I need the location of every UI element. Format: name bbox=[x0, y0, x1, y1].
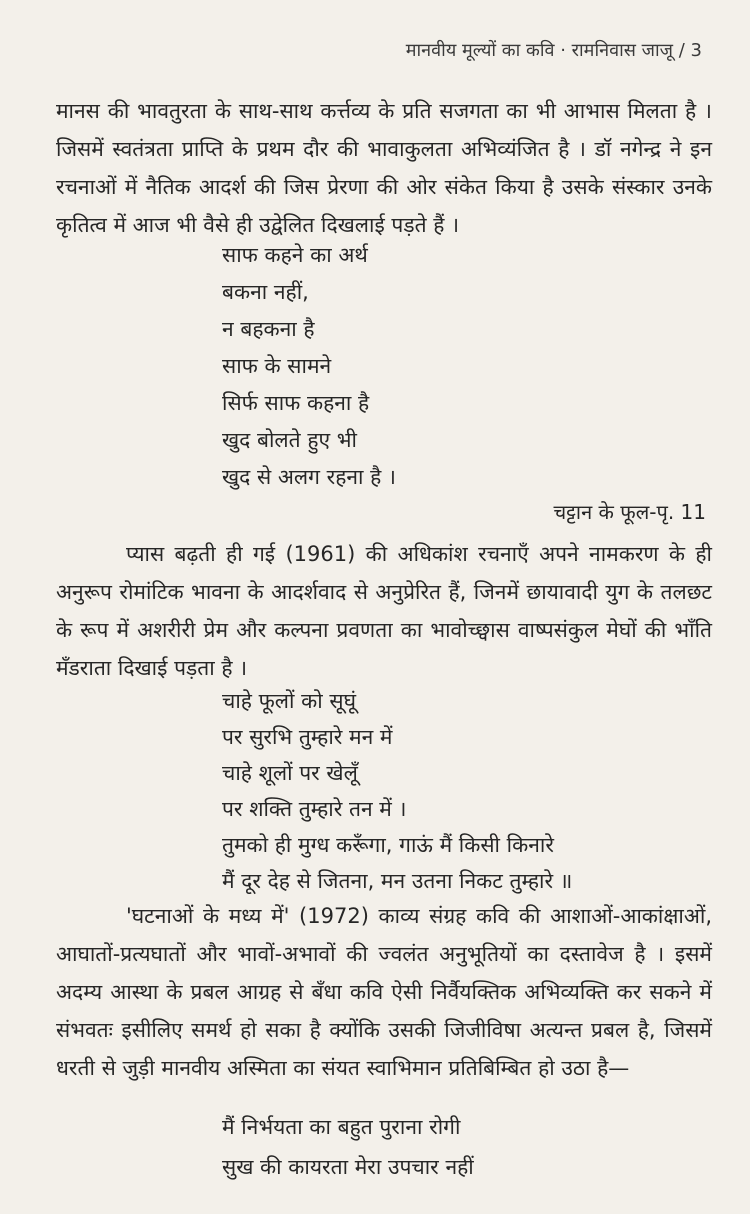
verse-line: चाहे शूलों पर खेलूँ bbox=[222, 761, 358, 785]
verse-line: साफ कहने का अर्थ bbox=[222, 243, 368, 267]
source-citation: चट्टान के फूल-पृ. 11 bbox=[553, 500, 706, 524]
verse-line: मैं निर्भयता का बहुत पुराना रोगी bbox=[222, 1115, 461, 1139]
verse-line: पर शक्ति तुम्हारे तन में । bbox=[222, 797, 407, 821]
paragraph: मानस की भावतुरता के साथ-साथ कर्त्तव्य के प्रति सजगता का भी आभास मिलता है । जिसमें स्वतंत्रता प्राप्ति के प्रथम दौर की भावाकुलता अभिव्यंजित है । डॉ नगेन्द्र ने इन रचनाओं में नैतिक आदर्श की जिस प्रेरणा की ओर संकेत किया है उसके संस्कार उनके कृतित्व में आज भी वैसे ही उद्वेलित दिखलाई पड़ते हैं । bbox=[56, 99, 712, 237]
verse-line: तुमको ही मुग्ध करूँगा, गाऊं मैं किसी किनारे bbox=[222, 833, 554, 857]
poem-excerpt bbox=[222, 237, 396, 496]
verse-line: सिर्फ साफ कहना है bbox=[222, 391, 370, 415]
running-head: मानवीय मूल्यों का कवि · रामनिवास जाजू / 3 bbox=[405, 40, 702, 61]
verse-line: चाहे फूलों को सूघूं bbox=[222, 689, 356, 713]
verse-line: खुद से अलग रहना है । bbox=[222, 465, 396, 489]
paragraph: 'घटनाओं के मध्य में' (1972) काव्य संग्रह कवि की आशाओं-आकांक्षाओं, आघातों-प्रत्यघातों और भावों-अभावों की ज्वलंत अनुभूतियों का दस्तावेज है । इसमें अदम्य आस्था के प्रबल आग्रह से बँधा कवि ऐसी निर्वैयक्तिक अभिव्यक्ति कर सकने में संभवतः इसीलिए समर्थ हो सका है क्योंकि उसकी जिजीविषा अत्यन्त प्रबल है, जिसमें धरती से जुड़ी मानवीय अस्मिता का संयत स्वाभिमान प्रतिबिम्बित हो उठा है— bbox=[56, 904, 712, 1080]
verse-line: साफ के सामने bbox=[222, 354, 332, 378]
verse-line: खुद बोलते हुए भी bbox=[222, 428, 357, 452]
verse-line: सुख की कायरता मेरा उपचार नहीं bbox=[222, 1155, 474, 1179]
verse-line: मैं दूर देह से जितना, मन उतना निकट तुम्हारे ॥ bbox=[222, 869, 573, 893]
verse-line: पर सुरभि तुम्हारे मन में bbox=[222, 725, 393, 749]
paragraph: प्यास बढ़ती ही गई (1961) की अधिकांश रचनाएँ अपने नामकरण के ही अनुरूप रोमांटिक भावना के आदर्शवाद से अनुप्रेरित हैं, जिनमें छायावादी युग के तलछट के रूप में अशरीरी प्रेम और कल्पना प्रवणता का भावोच्छ्वास वाष्पसंकुल मेघों की भाँति मँडराता दिखाई पड़ता है । bbox=[56, 542, 712, 680]
poem-excerpt bbox=[222, 683, 572, 899]
poem-excerpt bbox=[222, 1107, 474, 1187]
verse-line: न बहकना है bbox=[222, 317, 315, 341]
verse-line: बकना नहीं, bbox=[222, 280, 309, 304]
